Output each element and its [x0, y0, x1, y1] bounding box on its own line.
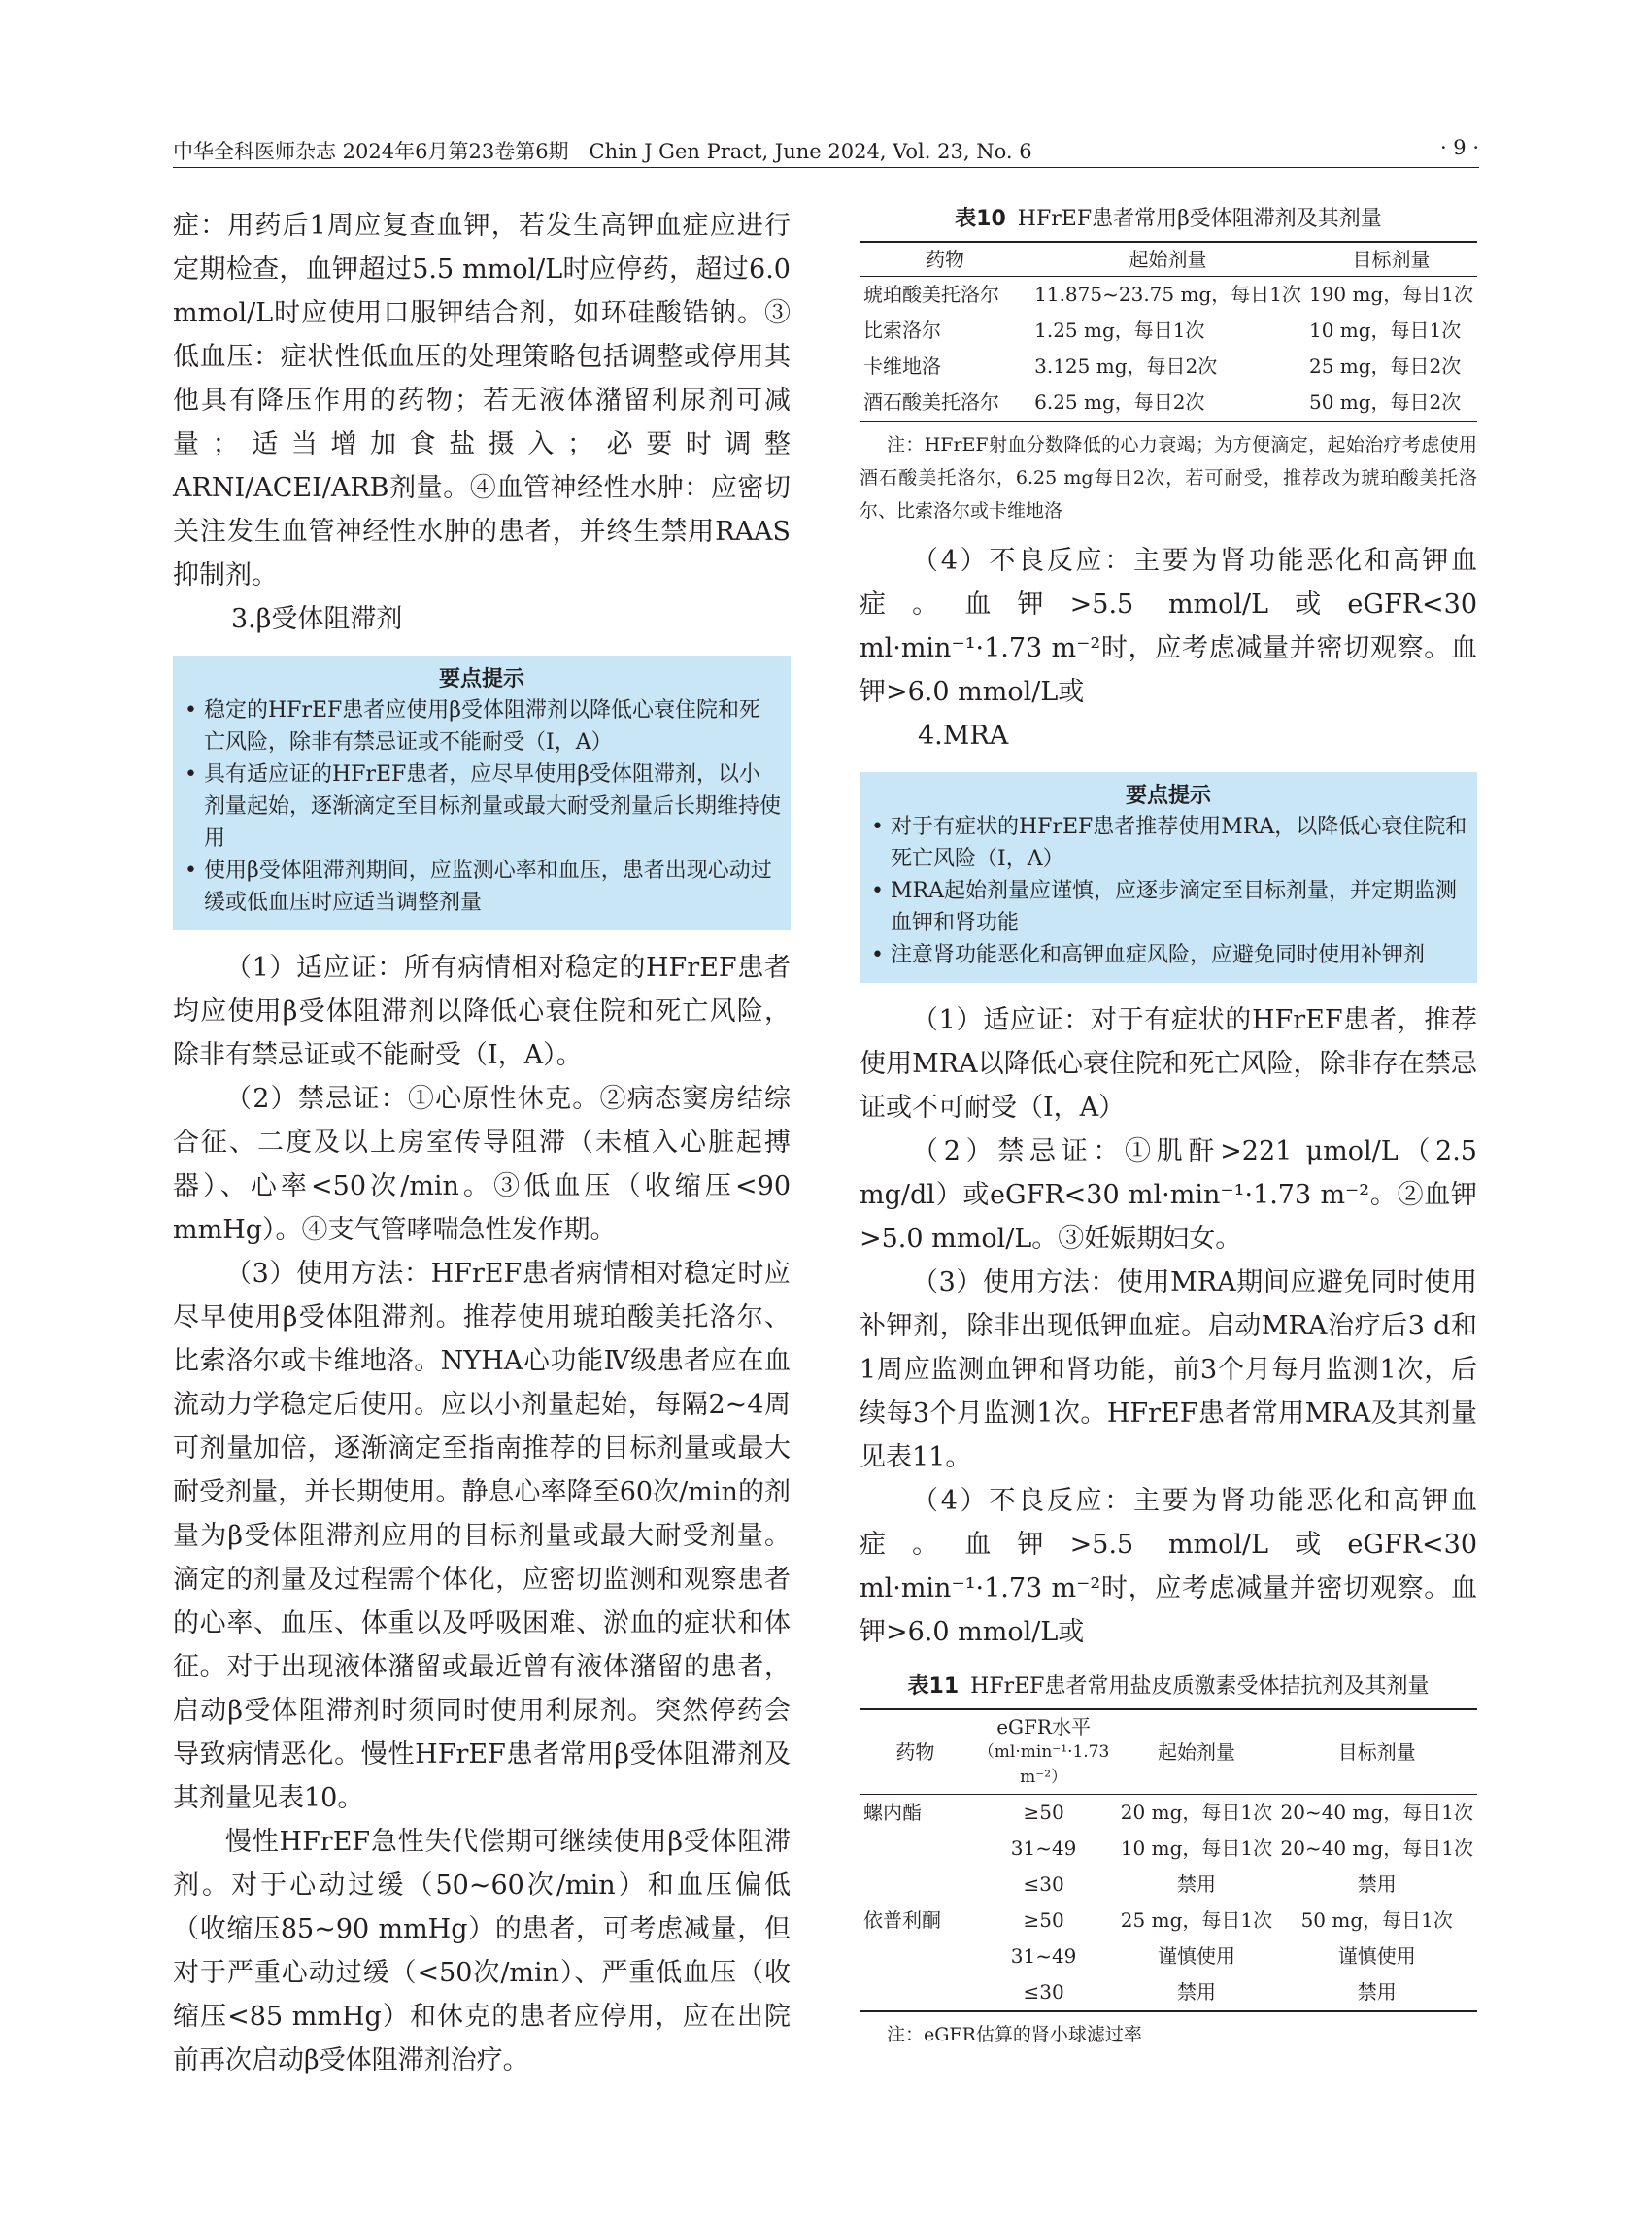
table11-caption: [860, 1671, 1477, 1702]
table11-header: 起始剂量: [1116, 1709, 1276, 1795]
table-row: 依普利酮 ≥50 25 mg，每日1次 50 mg，每日1次: [863, 1908, 1453, 1932]
key-point-item: • 注意肾功能恶化和高钾血症风险，应避免同时使用补钾剂: [871, 943, 1426, 967]
paragraph-usage: （3）使用方法：HFrEF患者病情相对稳定时应尽早使用β受体阻滞剂。推荐使用琥珀酸美托洛尔、比索洛尔或卡维地洛。NYHA心功能Ⅳ级患者应在血流动力学稳定后使用。应以小剂量起始，每隔2~4周可剂量加倍，逐渐滴定至指南推荐的目标剂量或最大耐受剂量，并长期使用。静息心率降至60次/min的剂量为β受体阻滞剂应用的目标剂量或最大耐受剂量。滴定的剂量及过程需个体化，应密切监测和观察患者的心率、血压、体重以及呼吸困难、淤血的症状和体征。对于出现液体潴留或最近曾有液体潴留的患者，启动β受体阻滞剂时须同时使用利尿剂。突然停药会导致病情恶化。慢性HFrEF患者常用β受体阻滞剂及其剂量见表10。: [173, 1259, 791, 1813]
table10-caption: [860, 204, 1477, 235]
paragraph-contraindication: （2）禁忌证：①心原性休克。②病态窦房结综合征、二度及以上房室传导阻滞（未植入心脏起搏器）、心率<50次/min。③低血压（收缩压<90 mmHg）。④支气管哮喘急性发作期。: [173, 1084, 791, 1245]
table-row: 31~49 谨慎使用 谨慎使用: [1010, 1944, 1416, 1968]
paragraph-mra-contraindication: （2）禁忌证：①肌酐>221 μmol/L（2.5 mg/dl）或eGFR<30 ml·min⁻¹·1.73 m⁻²。②血钾>5.0 mmol/L。③妊娠期妇女。: [860, 1136, 1477, 1254]
table11-header: 药物: [860, 1709, 971, 1795]
page-number: · 9 ·: [1439, 136, 1479, 159]
table11-header-egfr: eGFR水平 （ml·min⁻¹·1.73 m⁻²）: [971, 1709, 1117, 1795]
table-row: 31~49 10 mg，每日1次 20~40 mg，每日1次: [1010, 1837, 1473, 1860]
table11-note: 注：eGFR估算的肾小球滤过率: [887, 2024, 1142, 2045]
table10-header: 起始剂量: [1030, 242, 1305, 277]
key-points-box: [173, 656, 791, 930]
paragraph-indication: （1）适应证：所有病情相对稳定的HFrEF患者均应使用β受体阻滞剂以降低心衰住院和死亡风险，除非有禁忌证或不能耐受（Ⅰ，A）。: [173, 953, 791, 1070]
paragraph-acute-decompensation: 慢性HFrEF急性失代偿期可继续使用β受体阻滞剂。对于心动过缓（50~60次/min）和血压偏低（收缩压85~90 mmHg）的患者，可考虑减量，但对于严重心动过缓（<50次/min）、严重低血压（收缩压<85 mmHg）和休克的患者应停用，应在出院前再次启动β受体阻滞剂治疗。: [173, 1827, 791, 2075]
table10-title: HFrEF患者常用β受体阻滞剂及其剂量: [1017, 207, 1382, 231]
table11-title: HFrEF患者常用盐皮质激素受体拮抗剂及其剂量: [970, 1674, 1430, 1699]
key-points-title: 要点提示: [438, 666, 524, 691]
table10: [860, 241, 1477, 422]
table-row: ≤30 禁用 禁用: [860, 1974, 1477, 2011]
table-row: 琥珀酸美托洛尔 11.875~23.75 mg，每日1次 190 mg，每日1次: [863, 283, 1473, 306]
key-points-box: [860, 772, 1477, 983]
table10-header: 药物: [860, 242, 1030, 277]
running-header: [173, 134, 1479, 168]
section-title-beta-blocker: 3.β受体阻滞剂: [231, 604, 403, 634]
table11-label: 表11: [907, 1674, 960, 1699]
table-row: 酒石酸美托洛尔 6.25 mg，每日2次 50 mg，每日2次: [860, 385, 1477, 421]
left-column: [173, 204, 791, 2082]
table10-header: 目标剂量: [1305, 242, 1477, 277]
table-row: 卡维地洛 3.125 mg，每日2次 25 mg，每日2次: [863, 354, 1462, 378]
table10-note: 注：HFrEF射血分数降低的心力衰竭；为方便滴定，起始治疗考虑使用酒石酸美托洛尔，6.25 mg每日2次，若可耐受，推荐改为琥珀酸美托洛尔、比索洛尔或卡维地洛: [860, 434, 1477, 522]
table11: [860, 1708, 1477, 2012]
paragraph-mra-adverse: （4）不良反应：主要为肾功能恶化和高钾血症。血钾>5.5 mmol/L或eGFR<30 ml·min⁻¹·1.73 m⁻²时，应考虑减量并密切观察。血钾>6.0 mmol/L或: [860, 1486, 1477, 1647]
table11-header: 目标剂量: [1276, 1709, 1477, 1795]
key-points-title: 要点提示: [1125, 783, 1211, 808]
section-title-mra: 4.MRA: [918, 721, 1009, 751]
paragraph-hyperkalemia-cont: 症：用药后1周应复查血钾，若发生高钾血症应进行定期检查，血钾超过5.5 mmol/L时应停药，超过6.0 mmol/L时应使用口服钾结合剂，如环硅酸锆钠。③低血压：症状性低血压的处理策略包括调整或停用其他具有降压作用的药物；若无液体潴留利尿剂可减量；适当增加食盐摄入；必要时调整ARNI/ACEI/ARB剂量。④血管神经性水肿：应密切关注发生血管神经性水肿的患者，并终生禁用RAAS抑制剂。: [173, 211, 791, 590]
paragraph-mra-usage: （3）使用方法：使用MRA期间应避免同时使用补钾剂，除非出现低钾血症。启动MRA治疗后3 d和1周应监测血钾和肾功能，前3个月每月监测1次，后续每3个月监测1次。HFrEF患者常用MRA及其剂量见表11。: [860, 1267, 1477, 1472]
key-point-item: • 具有适应证的HFrEF患者，应尽早使用β受体阻滞剂，以小剂量起始，逐渐滴定至目标剂量或最大耐受剂量后长期维持使用: [185, 762, 782, 851]
paragraph-mra-indication: （1）适应证：对于有症状的HFrEF患者，推荐使用MRA以降低心衰住院和死亡风险，除非存在禁忌证或不可耐受（Ⅰ，A）: [860, 1005, 1477, 1123]
right-column: [860, 204, 1477, 2051]
key-point-item: • 稳定的HFrEF患者应使用β受体阻滞剂以降低心衰住院和死亡风险，除非有禁忌证或不能耐受（Ⅰ，A）: [185, 698, 761, 755]
table-row: ≤30 禁用 禁用: [1023, 1872, 1397, 1896]
key-point-item: • 对于有症状的HFrEF患者推荐使用MRA，以降低心衰住院和死亡风险（Ⅰ，A）: [871, 815, 1467, 871]
table10-label: 表10: [955, 207, 1006, 231]
key-point-item: • MRA起始剂量应谨慎，应逐步滴定至目标剂量，并定期监测血钾和肾功能: [871, 879, 1457, 935]
table-row: 螺内酯 ≥50 20 mg，每日1次 20~40 mg，每日1次: [863, 1801, 1473, 1824]
key-point-item: • 使用β受体阻滞剂期间，应监测心率和血压，患者出现心动过缓或低血压时应适当调整剂量: [185, 859, 772, 915]
journal-citation: 中华全科医师杂志 2024年6月第23卷第6期 Chin J Gen Pract, June 2024, Vol. 23, No. 6: [173, 140, 1032, 163]
table-row: 比索洛尔 1.25 mg，每日1次 10 mg，每日1次: [863, 319, 1462, 342]
paragraph-adverse-reaction: （4）不良反应：主要为肾功能恶化和高钾血症。血钾>5.5 mmol/L或eGFR<30 ml·min⁻¹·1.73 m⁻²时，应考虑减量并密切观察。血钾>6.0 mmol/L或: [860, 546, 1477, 707]
